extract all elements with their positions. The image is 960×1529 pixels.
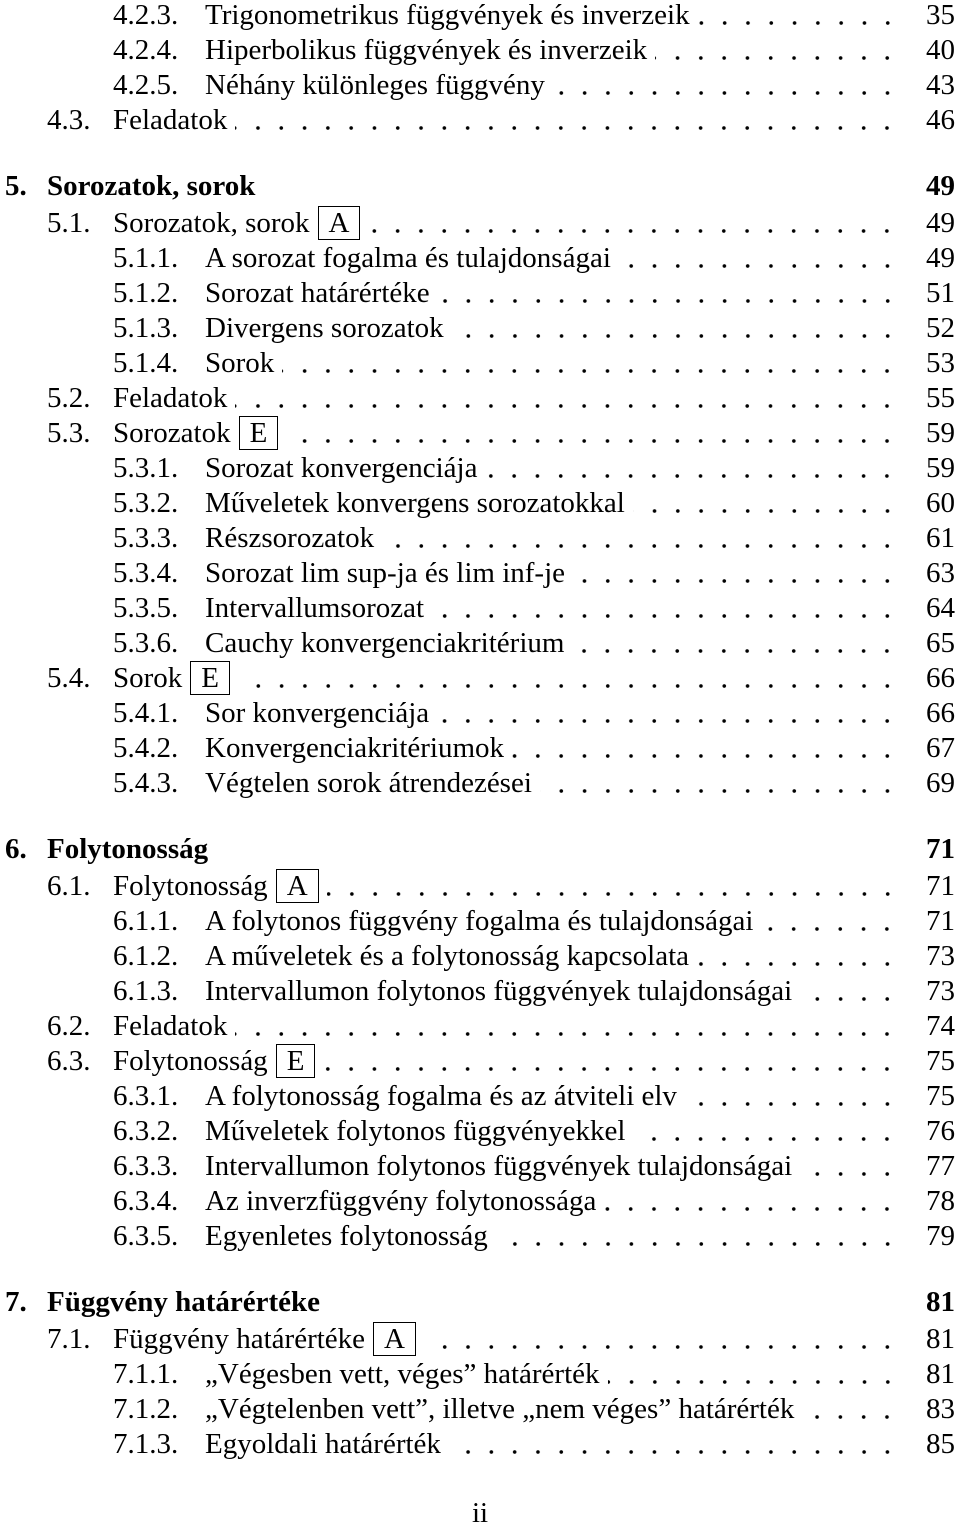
toc-entry-subsection: [0, 451, 960, 486]
toc-entry-number: 5.: [5, 170, 27, 202]
toc-entry-page: 73: [926, 975, 955, 1007]
toc-entry-heading: [205, 731, 504, 766]
toc-entry-page: 53: [926, 347, 955, 379]
toc-entry-number: 5.1.2.: [113, 277, 179, 309]
toc-entry-tag-box: A: [276, 869, 319, 903]
toc-entry-page: 49: [926, 242, 955, 274]
toc-entry-title: Feladatok: [113, 104, 228, 136]
toc-entry-heading: [205, 974, 792, 1009]
toc-entry-page: 46: [926, 104, 955, 136]
toc-entry-number: 5.1.4.: [113, 347, 179, 379]
toc-entry-number: 4.3.: [47, 104, 91, 136]
toc-entry-page: 75: [926, 1045, 955, 1077]
toc-entry-heading: [113, 1322, 416, 1357]
toc-entry-chapter: [0, 169, 960, 204]
toc-entry-page: 77: [926, 1150, 955, 1182]
toc-entry-subsection: [0, 556, 960, 591]
toc-entry-title: Függvény határértéke: [47, 1286, 321, 1318]
toc-entry-page: 59: [926, 452, 955, 484]
toc-entry-title: Sorok: [205, 347, 275, 379]
toc-entry-number: 5.1.: [47, 207, 91, 239]
toc-entry-heading: [113, 103, 227, 138]
toc-entry-page: 55: [926, 382, 955, 414]
toc-entry-subsection: [0, 0, 960, 33]
toc-entry-title: A folytonosság fogalma és az átviteli elv: [205, 1080, 677, 1112]
toc-entry-page: 66: [926, 697, 955, 729]
toc-entry-number: 4.2.4.: [113, 34, 179, 66]
toc-entry-dot-leader: [685, 1079, 899, 1114]
toc-entry-title: Feladatok: [113, 382, 228, 414]
toc-entry-title: Végtelen sorok átrendezései: [205, 767, 532, 799]
toc-entry-heading: [205, 486, 625, 521]
toc-entry-dot-leader: [553, 68, 899, 103]
toc-entry-dot-leader: [437, 696, 899, 731]
toc-entry-section: [0, 869, 960, 904]
toc-entry-heading: [205, 1392, 794, 1427]
toc-entry-title: Sorozat lim sup-ja és lim inf-je: [205, 557, 566, 589]
toc-entry-number: 6.1.: [47, 870, 91, 902]
toc-entry-heading: [205, 68, 545, 103]
toc-entry-title: Folytonosság: [47, 833, 209, 865]
toc-entry-heading: [205, 766, 532, 801]
toc-entry-heading: [113, 661, 230, 696]
toc-entry-subsection: [0, 521, 960, 556]
toc-entry-title: „Végesben vett, véges” határérték: [205, 1358, 600, 1390]
toc-entry-heading: [113, 1044, 315, 1079]
toc-entry-dot-leader: [802, 1392, 899, 1427]
toc-entry-subsection: [0, 486, 960, 521]
toc-entry-dot-leader: [800, 1149, 899, 1184]
toc-entry-title: Trigonometrikus függvények és inverzeik: [205, 0, 690, 31]
toc-entry-title: „Végtelenben vett”, illetve „nem véges” határérték: [205, 1393, 795, 1425]
toc-entry-subsection: [0, 591, 960, 626]
toc-entry-subsection: [0, 974, 960, 1009]
toc-entry-number: 5.3.: [47, 417, 91, 449]
toc-entry-number: 6.: [5, 833, 27, 865]
toc-entry-title: Egyoldali határérték: [205, 1428, 441, 1460]
toc-entry-page: 65: [926, 627, 955, 659]
toc-entry-page: 75: [926, 1080, 955, 1112]
toc-entry-section: [0, 1322, 960, 1357]
toc-entry-dot-leader: [282, 346, 899, 381]
toc-entry-page: 81: [926, 1323, 955, 1355]
toc-entry-heading: [205, 939, 689, 974]
toc-entry-subsection: [0, 241, 960, 276]
toc-entry-heading: [113, 869, 319, 904]
toc-entry-section: [0, 206, 960, 241]
toc-entry-section: [0, 103, 960, 138]
toc-entry-title: Sorozat határértéke: [205, 277, 430, 309]
toc-entry-subsection: [0, 1392, 960, 1427]
toc-entry-subsection: [0, 939, 960, 974]
toc-entry-number: 6.3.1.: [113, 1080, 179, 1112]
toc-entry-subsection: [0, 696, 960, 731]
toc-entry-heading: [205, 696, 429, 731]
toc-entry-heading: [113, 381, 227, 416]
toc-entry-subsection: [0, 1184, 960, 1219]
toc-entry-dot-leader: [238, 661, 899, 696]
toc-entry-title: Néhány különleges függvény: [205, 69, 545, 101]
toc-entry-number: 6.3.5.: [113, 1220, 179, 1252]
toc-entry-dot-leader: [604, 1184, 899, 1219]
toc-entry-subsection: [0, 904, 960, 939]
toc-entry-page: 83: [926, 1393, 955, 1425]
toc-entry-dot-leader: [512, 731, 899, 766]
toc-entry-title: Sorozat konvergenciája: [205, 452, 478, 484]
toc-entry-number: 7.: [5, 1286, 27, 1318]
toc-entry-subsection: [0, 1079, 960, 1114]
toc-entry-page: 49: [926, 170, 955, 202]
toc-entry-heading: [205, 591, 424, 626]
toc-entry-title: Cauchy konvergenciakritérium: [205, 627, 565, 659]
toc-entry-title: Az inverzfüggvény folytonossága: [205, 1185, 597, 1217]
toc-entry-dot-leader: [286, 416, 899, 451]
toc-entry-title: Műveletek konvergens sorozatokkal: [205, 487, 625, 519]
toc-entry-dot-leader: [235, 1009, 899, 1044]
toc-entry-subsection: [0, 1427, 960, 1462]
toc-entry-page: 63: [926, 557, 955, 589]
toc-entry-chapter: [0, 1285, 960, 1320]
toc-entry-dot-leader: [655, 33, 899, 68]
toc-entry-heading: [113, 416, 278, 451]
toc-entry-page: 51: [926, 277, 955, 309]
toc-entry-heading: [205, 1357, 600, 1392]
toc-entry-number: 7.1.: [47, 1323, 91, 1355]
toc-entry-dot-leader: [633, 1114, 899, 1149]
toc-entry-dot-leader: [368, 206, 899, 241]
toc-entry-subsection: [0, 1149, 960, 1184]
toc-entry-page: 73: [926, 940, 955, 972]
toc-entry-heading: [205, 626, 564, 661]
toc-entry-number: 6.2.: [47, 1010, 91, 1042]
toc-entry-page: 60: [926, 487, 955, 519]
toc-entry-number: 6.3.3.: [113, 1150, 179, 1182]
toc-entry-number: 4.2.5.: [113, 69, 179, 101]
toc-entry-number: 5.3.2.: [113, 487, 179, 519]
toc-entry-number: 5.1.1.: [113, 242, 179, 274]
toc-entry-title: Sorozatok, sorok: [47, 170, 256, 202]
toc-entry-subsection: [0, 626, 960, 661]
toc-entry-title: A folytonos függvény fogalma és tulajdonságai: [205, 905, 754, 937]
toc-entry-number: 6.1.2.: [113, 940, 179, 972]
toc-entry-dot-leader: [382, 521, 899, 556]
toc-entry-section: [0, 381, 960, 416]
toc-entry-dot-leader: [496, 1219, 899, 1254]
toc-entry-number: 5.3.5.: [113, 592, 179, 624]
toc-entry-heading: [205, 33, 647, 68]
toc-entry-page: 71: [926, 870, 955, 902]
toc-entry-dot-leader: [235, 103, 899, 138]
toc-entry-dot-leader: [432, 591, 899, 626]
toc-entry-chapter: [0, 832, 960, 867]
toc-entry-page: 81: [926, 1286, 955, 1318]
toc-entry-title: Műveletek folytonos függvényekkel: [205, 1115, 626, 1147]
toc-entry-title: Sorozatok, sorok: [113, 207, 310, 239]
toc-entry-spacer: [255, 169, 911, 204]
toc-entry-heading: [47, 1285, 320, 1320]
toc-entry-title: A sorozat fogalma és tulajdonságai: [205, 242, 611, 274]
toc-entry-number: 5.4.1.: [113, 697, 179, 729]
toc-entry-subsection: [0, 766, 960, 801]
toc-entry-dot-leader: [327, 869, 899, 904]
toc-entry-dot-leader: [540, 766, 899, 801]
toc-entry-dot-leader: [572, 626, 899, 661]
toc-entry-title: Konvergenciakritériumok: [205, 732, 505, 764]
toc-entry-heading: [205, 1114, 625, 1149]
toc-entry-heading: [113, 1009, 227, 1044]
toc-entry-subsection: [0, 68, 960, 103]
toc-entry-page: 66: [926, 662, 955, 694]
toc-entry-heading: [205, 521, 374, 556]
toc-entry-heading: [205, 311, 444, 346]
toc-entry-title: Sorok: [113, 662, 183, 694]
toc-entry-page: 35: [926, 0, 955, 31]
toc-entry-number: 5.4.3.: [113, 767, 179, 799]
toc-entry-tag-box: E: [190, 661, 230, 695]
toc-entry-dot-leader: [573, 556, 899, 591]
toc-entry-dot-leader: [619, 241, 899, 276]
toc-entry-section: [0, 416, 960, 451]
toc-entry-title: A műveletek és a folytonosság kapcsolata: [205, 940, 690, 972]
toc-entry-dot-leader: [698, 0, 899, 33]
toc-entry-dot-leader: [761, 904, 899, 939]
toc-entry-subsection: [0, 346, 960, 381]
toc-entry-page: 64: [926, 592, 955, 624]
toc-entry-number: 5.3.4.: [113, 557, 179, 589]
toc-entry-subsection: [0, 1357, 960, 1392]
toc-entry-page: 74: [926, 1010, 955, 1042]
toc-entry-number: 5.2.: [47, 382, 91, 414]
toc-entry-number: 5.4.2.: [113, 732, 179, 764]
toc-entry-page: 69: [926, 767, 955, 799]
toc-entry-heading: [205, 1149, 792, 1184]
toc-entry-page: 59: [926, 417, 955, 449]
toc-entry-tag-box: A: [373, 1322, 416, 1356]
toc-entry-title: Sor konvergenciája: [205, 697, 430, 729]
toc-entry-page: 78: [926, 1185, 955, 1217]
toc-entry-title: Intervallumon folytonos függvények tulajdonságai: [205, 1150, 793, 1182]
toc-entry-dot-leader: [633, 486, 899, 521]
toc-entry-number: 5.4.: [47, 662, 91, 694]
toc-entry-heading: [205, 1184, 596, 1219]
toc-entry-title: Feladatok: [113, 1010, 228, 1042]
toc-entry-dot-leader: [438, 276, 899, 311]
toc-entry-heading: [205, 556, 565, 591]
toc-entry-page: 43: [926, 69, 955, 101]
toc-entry-heading: [205, 1427, 441, 1462]
toc-entry-dot-leader: [323, 1044, 899, 1079]
toc-entry-number: 6.1.3.: [113, 975, 179, 1007]
toc-entry-heading: [205, 1079, 677, 1114]
toc-entry-page: 76: [926, 1115, 955, 1147]
toc-entry-spacer: [208, 832, 911, 867]
toc-entry-page: 81: [926, 1358, 955, 1390]
toc-entry-title: Egyenletes folytonosság: [205, 1220, 488, 1252]
toc-entry-title: Intervallumsorozat: [205, 592, 425, 624]
toc-entry-page: 61: [926, 522, 955, 554]
toc-entry-page: 40: [926, 34, 955, 66]
toc-entry-dot-leader: [424, 1322, 899, 1357]
toc-entry-tag-box: E: [239, 416, 279, 450]
toc-entry-heading: [205, 0, 690, 33]
toc-entry-title: Függvény határértéke: [113, 1323, 366, 1355]
toc-entry-section: [0, 1044, 960, 1079]
toc-entry-number: 7.1.1.: [113, 1358, 179, 1390]
toc-entry-dot-leader: [608, 1357, 899, 1392]
toc-entry-heading: [205, 241, 611, 276]
toc-entry-section: [0, 1009, 960, 1044]
toc-entry-title: Részsorozatok: [205, 522, 375, 554]
toc-entry-dot-leader: [800, 974, 899, 1009]
toc-entry-dot-leader: [485, 451, 899, 486]
toc-entry-number: 5.3.1.: [113, 452, 179, 484]
toc-entry-heading: [205, 1219, 488, 1254]
toc-entry-dot-leader: [452, 311, 899, 346]
toc-entry-page: 85: [926, 1428, 955, 1460]
toc-entry-number: 5.3.3.: [113, 522, 179, 554]
toc-entry-page: 71: [926, 833, 955, 865]
toc-entry-title: Hiperbolikus függvények és inverzeik: [205, 34, 648, 66]
toc-entry-subsection: [0, 311, 960, 346]
toc-entry-section: [0, 661, 960, 696]
toc-entry-subsection: [0, 276, 960, 311]
toc-entry-heading: [47, 832, 208, 867]
toc-entry-heading: [205, 451, 477, 486]
toc-entry-title: Divergens sorozatok: [205, 312, 444, 344]
toc-entry-heading: [205, 276, 430, 311]
toc-entry-number: 6.3.: [47, 1045, 91, 1077]
toc-entry-heading: [205, 346, 274, 381]
toc-entry-subsection: [0, 1114, 960, 1149]
toc-entry-title: Folytonosság: [113, 870, 268, 902]
toc-entry-dot-leader: [235, 381, 899, 416]
toc-entry-page: 67: [926, 732, 955, 764]
toc-entry-tag-box: A: [318, 206, 361, 240]
toc-entry-subsection: [0, 731, 960, 766]
toc-entry-title: Sorozatok: [113, 417, 231, 449]
toc-entry-number: 6.3.2.: [113, 1115, 179, 1147]
toc-entry-number: 6.1.1.: [113, 905, 179, 937]
toc-entry-page: 49: [926, 207, 955, 239]
toc-entry-heading: [113, 206, 360, 241]
toc-entry-page: 79: [926, 1220, 955, 1252]
toc-entry-subsection: [0, 33, 960, 68]
page-number: ii: [471, 1497, 489, 1529]
toc-entry-number: 4.2.3.: [113, 0, 179, 31]
toc-entry-number: 7.1.2.: [113, 1393, 179, 1425]
toc-entry-dot-leader: [697, 939, 899, 974]
toc-entry-page: 52: [926, 312, 955, 344]
toc-entry-tag-box: E: [276, 1044, 316, 1078]
toc-entry-page: 71: [926, 905, 955, 937]
toc-entry-subsection: [0, 1219, 960, 1254]
toc-entry-title: Folytonosság: [113, 1045, 268, 1077]
toc-entry-number: 7.1.3.: [113, 1428, 179, 1460]
toc-entry-heading: [47, 169, 255, 204]
toc-entry-title: Intervallumon folytonos függvények tulajdonságai: [205, 975, 793, 1007]
toc-entry-dot-leader: [449, 1427, 899, 1462]
toc-entry-number: 6.3.4.: [113, 1185, 179, 1217]
toc-entry-number: 5.3.6.: [113, 627, 179, 659]
toc-entry-spacer: [320, 1285, 911, 1320]
toc-entry-heading: [205, 904, 753, 939]
toc-entry-number: 5.1.3.: [113, 312, 179, 344]
